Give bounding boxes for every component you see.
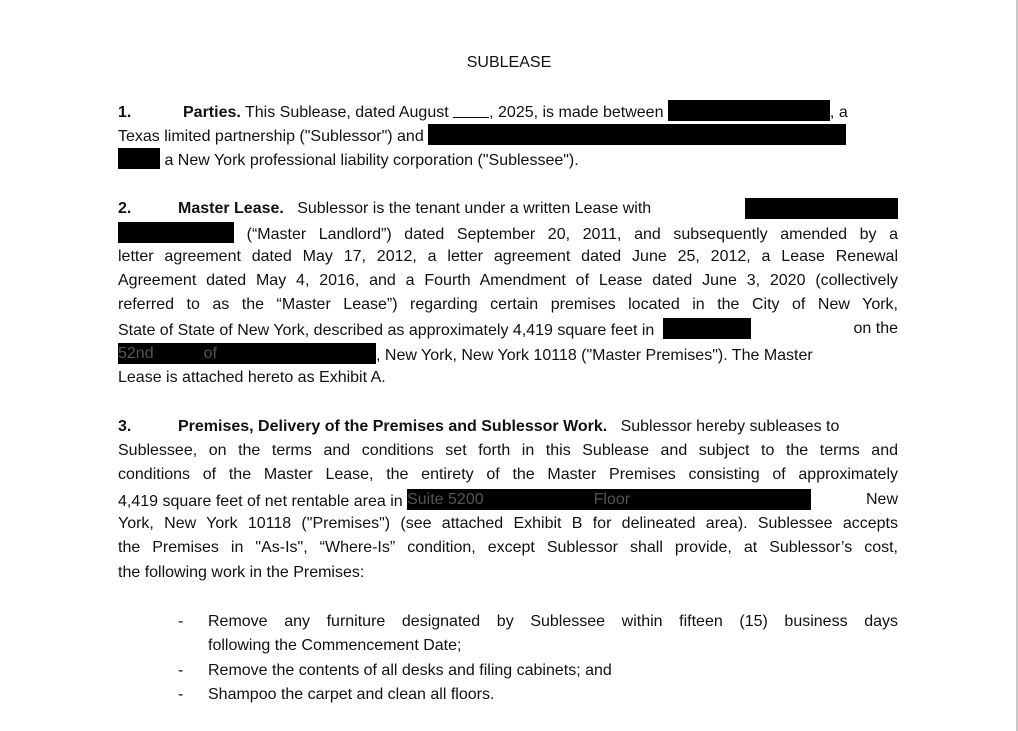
bullet-1-line-1: Remove any furniture designated by Sublessee within fifteen (15) business days xyxy=(208,613,898,630)
redacted-text: of xyxy=(203,345,217,362)
redaction-box xyxy=(428,124,846,145)
section-2-text: State of State of New York, described as approximately 4,419 square feet in xyxy=(118,322,655,339)
redaction-box xyxy=(118,148,160,169)
section-1-text: a New York professional liability corporation ("Sublessee"). xyxy=(164,152,579,169)
section-3-line-6: the Premises in "As-Is", “Where-Is” condition, except Sublessor shall provide, at Sublessor’s cost, xyxy=(118,539,898,556)
date-blank xyxy=(453,103,489,118)
document-title: SUBLEASE xyxy=(466,54,552,71)
section-2-line-7 xyxy=(118,343,898,365)
section-3-number: 3. xyxy=(118,418,132,435)
section-2-text: on the xyxy=(853,320,898,337)
section-2-line-3: letter agreement dated May 17, 2012, a letter agreement dated June 25, 2012, a Lease Renewal xyxy=(118,248,898,265)
bullet-marker: - xyxy=(178,613,184,630)
section-3-text: Sublessor hereby subleases to xyxy=(620,418,840,435)
section-2-line-2 xyxy=(118,222,898,244)
section-1-number: 1. xyxy=(118,104,132,121)
redacted-text: Floor xyxy=(593,491,631,508)
section-1-text: , a xyxy=(829,104,848,121)
section-3-line-4 xyxy=(118,489,898,511)
redaction-box xyxy=(663,318,751,339)
section-2-number: 2. xyxy=(118,200,132,217)
section-2-text: (“Master Landlord”) dated September 20, 2011, and subsequently amended by a xyxy=(246,226,898,243)
section-2-text: Sublessor is the tenant under a written Lease with xyxy=(297,200,652,217)
section-2-line-4: Agreement dated May 4, 2016, and a Fourth Amendment of Lease dated June 3, 2020 (collectively xyxy=(118,272,898,289)
section-3-line-5: York, New York 10118 ("Premises") (see attached Exhibit B for delineated area). Sublessee accepts xyxy=(118,515,898,532)
section-2-line-5: referred to as the “Master Lease”) regarding certain premises located in the City of New York, xyxy=(118,296,898,313)
redaction-box xyxy=(745,198,898,219)
bullet-marker: - xyxy=(178,686,184,703)
section-3-text: New xyxy=(865,491,898,508)
section-1-text: This Sublease, dated August xyxy=(244,104,449,121)
bullet-1-line-2: following the Commencement Date; xyxy=(208,637,462,654)
bullet-2: Remove the contents of all desks and filing cabinets; and xyxy=(208,662,612,679)
section-1-heading: Parties. xyxy=(183,104,241,121)
section-1-line-2 xyxy=(118,124,898,146)
section-1-text: , 2025, is made between xyxy=(489,104,664,121)
section-3-line-2: Sublessee, on the terms and conditions set forth in this Sublease and subject to the terms and xyxy=(118,442,898,459)
redaction-box xyxy=(407,489,811,510)
redaction-box xyxy=(668,100,830,121)
section-3-heading: Premises, Delivery of the Premises and Sublessor Work. xyxy=(178,418,608,435)
section-2-text: , New York, New York 10118 ("Master Premises"). The Master xyxy=(376,347,813,364)
redaction-box xyxy=(118,222,234,243)
section-2-line-6 xyxy=(118,318,898,340)
section-3-line-3: conditions of the Master Lease, the entirety of the Master Premises consisting of approximately xyxy=(118,466,898,483)
section-1-line-1 xyxy=(118,100,898,122)
section-2-line-8: Lease is attached hereto as Exhibit A. xyxy=(118,369,386,386)
bullet-3: Shampoo the carpet and clean all floors. xyxy=(208,686,495,703)
section-2-line-1 xyxy=(118,198,898,220)
redacted-text: Suite 5200 xyxy=(407,491,484,508)
section-3-line-7: the following work in the Premises: xyxy=(118,564,365,581)
redacted-text: 52nd xyxy=(118,345,154,362)
section-1-line-3 xyxy=(118,148,898,170)
section-3-line-1 xyxy=(118,416,898,438)
section-1-text: Texas limited partnership ("Sublessor") and xyxy=(118,128,424,145)
section-3-text: 4,419 square feet of net rentable area in xyxy=(118,493,403,510)
redaction-box xyxy=(118,343,376,364)
bullet-marker: - xyxy=(178,662,184,679)
section-2-heading: Master Lease. xyxy=(178,200,284,217)
